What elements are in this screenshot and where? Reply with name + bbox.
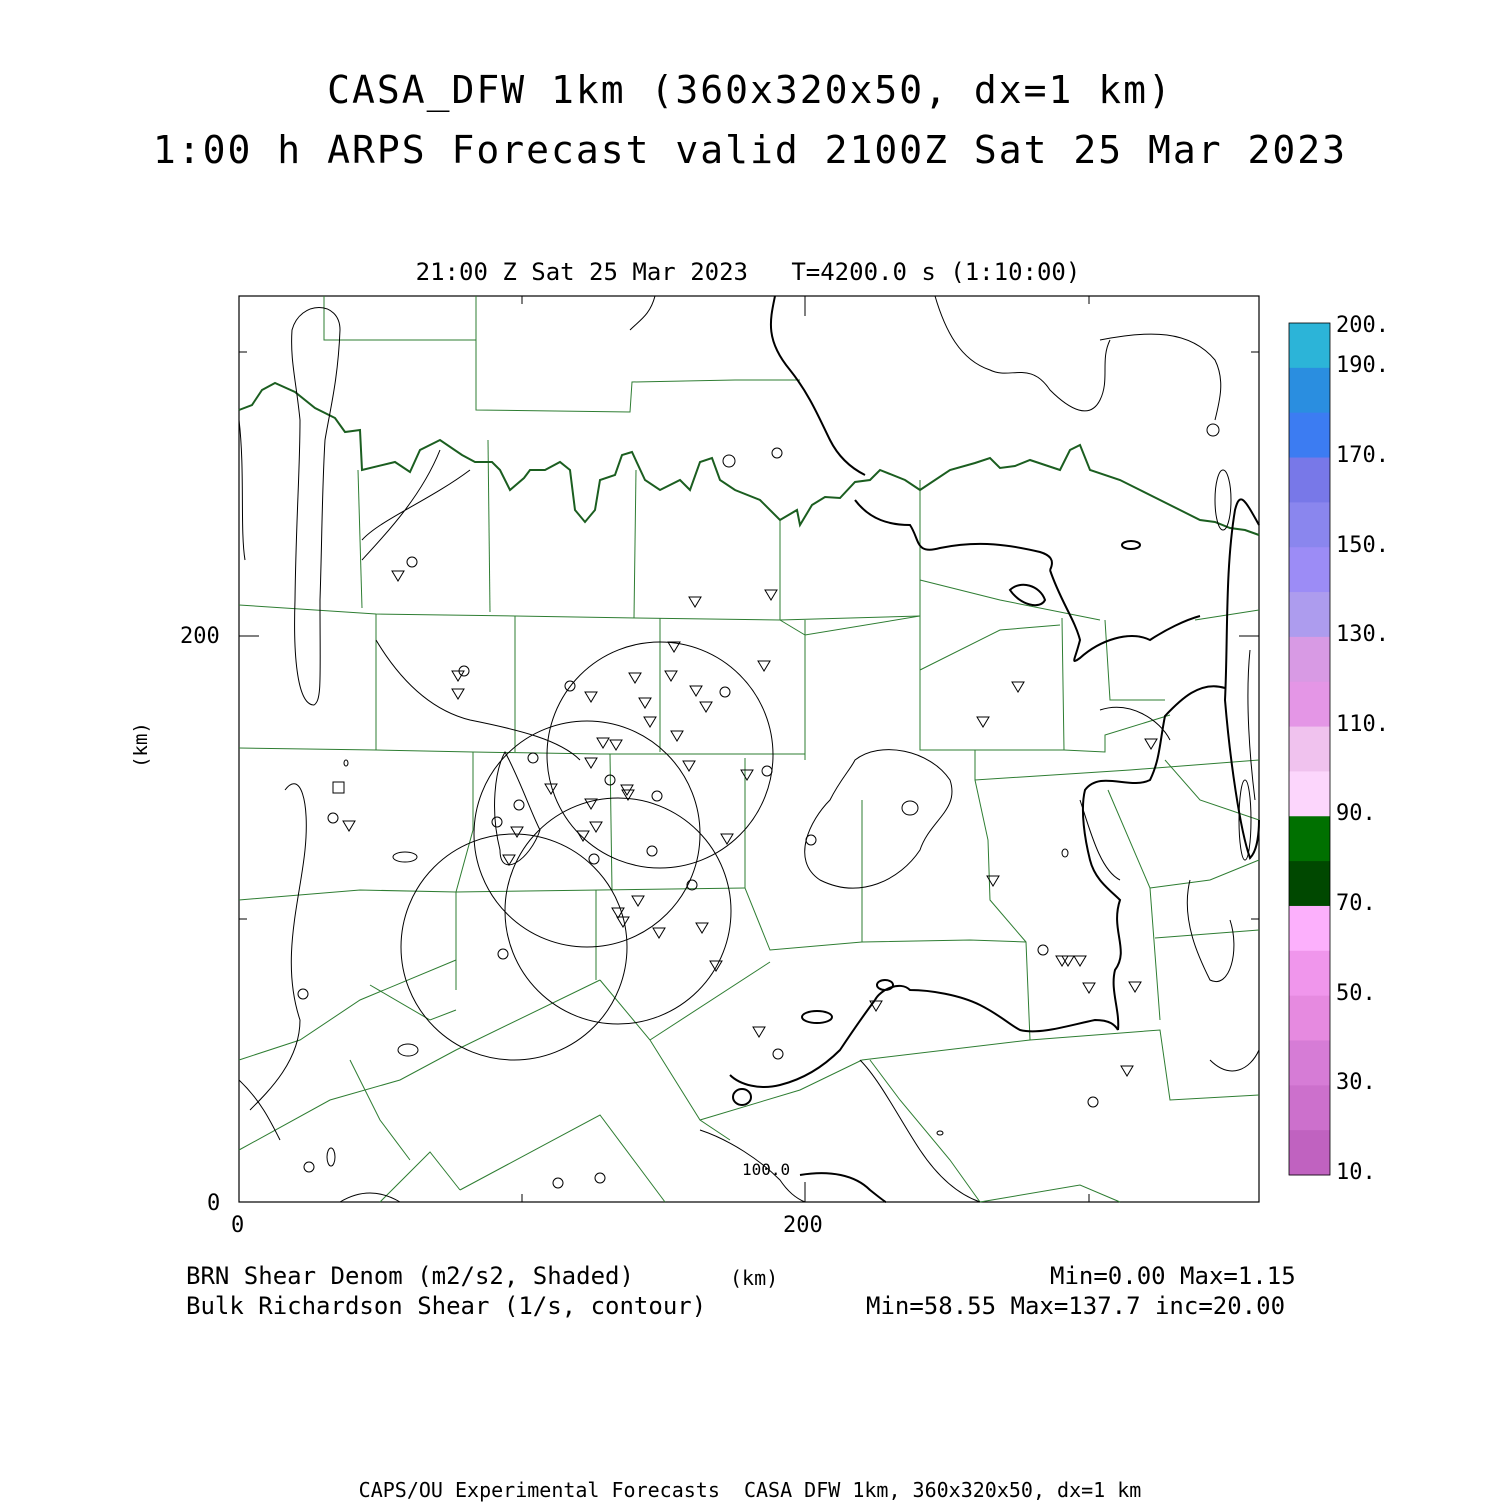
plot-frame: [239, 296, 1259, 1202]
plot-subtitle: 21:00 Z Sat 25 Mar 2023 T=4200.0 s (1:10:00): [415, 258, 1081, 286]
thick-contours: [730, 296, 1259, 1202]
colorbar-swatch: [1289, 502, 1330, 547]
legend-contour-range: Min=58.55 Max=137.7 inc=20.00: [866, 1292, 1286, 1320]
colorbar-swatch: [1289, 592, 1330, 637]
colorbar-swatch: [1289, 1085, 1330, 1130]
axis-ticks: [239, 296, 1259, 1202]
colorbar: [1289, 323, 1330, 1176]
colorbar-label: 90.: [1336, 801, 1376, 826]
y-tick-0: 0: [207, 1191, 221, 1216]
colorbar-label: 70.: [1336, 891, 1376, 916]
colorbar-swatch: [1289, 771, 1330, 816]
y-axis-unit: (km): [129, 722, 152, 768]
shear-contours: [239, 296, 1259, 1202]
y-tick-200: 200: [180, 624, 220, 649]
station-circles: [298, 448, 1098, 1188]
colorbar-swatch: [1289, 861, 1330, 906]
legend-contour-field: Bulk Richardson Shear (1/s, contour): [186, 1292, 707, 1320]
colorbar-label: 190.: [1336, 353, 1389, 378]
x-axis-unit: (km): [730, 1266, 779, 1290]
colorbar-swatch: [1289, 1040, 1330, 1085]
contour-label: 100.0: [742, 1160, 791, 1179]
colorbar-swatch: [1289, 816, 1330, 861]
colorbar-label: 30.: [1336, 1070, 1376, 1095]
radar-site-square: [333, 782, 344, 793]
radar-range-circles: [401, 642, 773, 1060]
colorbar-swatch: [1289, 727, 1330, 772]
colorbar-swatch: [1289, 547, 1330, 592]
county-boundaries: [239, 296, 1259, 1202]
colorbar-label: 200.: [1336, 313, 1389, 338]
colorbar-swatch: [1289, 906, 1330, 951]
colorbar-label: 150.: [1336, 533, 1389, 558]
colorbar-swatch: [1289, 323, 1330, 368]
colorbar-swatch: [1289, 996, 1330, 1041]
x-tick-200: 200: [783, 1213, 823, 1238]
colorbar-swatch: [1289, 682, 1330, 727]
colorbar-label: 170.: [1336, 443, 1389, 468]
x-tick-0: 0: [231, 1213, 245, 1238]
colorbar-label: 50.: [1336, 981, 1376, 1006]
legend-shaded-range: Min=0.00 Max=1.15: [1050, 1262, 1296, 1290]
colorbar-label: 110.: [1336, 712, 1389, 737]
colorbar-swatch: [1289, 368, 1330, 413]
colorbar-swatch: [1289, 1130, 1330, 1175]
colorbar-swatch: [1289, 951, 1330, 996]
state-boundary: [239, 383, 1259, 535]
legend-shaded-field: BRN Shear Denom (m2/s2, Shaded): [186, 1262, 634, 1290]
colorbar-label: 10.: [1336, 1160, 1376, 1185]
plot-title-line2: 1:00 h ARPS Forecast valid 2100Z Sat 25 Mar 2023: [152, 128, 1348, 172]
colorbar-swatch: [1289, 637, 1330, 682]
footer-credit: CAPS/OU Experimental Forecasts CASA DFW 1km, 360x320x50, dx=1 km: [358, 1478, 1142, 1502]
colorbar-swatch: [1289, 413, 1330, 458]
colorbar-swatch: [1289, 458, 1330, 503]
plot-title-line1: CASA_DFW 1km (360x320x50, dx=1 km): [327, 68, 1173, 112]
colorbar-label: 130.: [1336, 622, 1389, 647]
